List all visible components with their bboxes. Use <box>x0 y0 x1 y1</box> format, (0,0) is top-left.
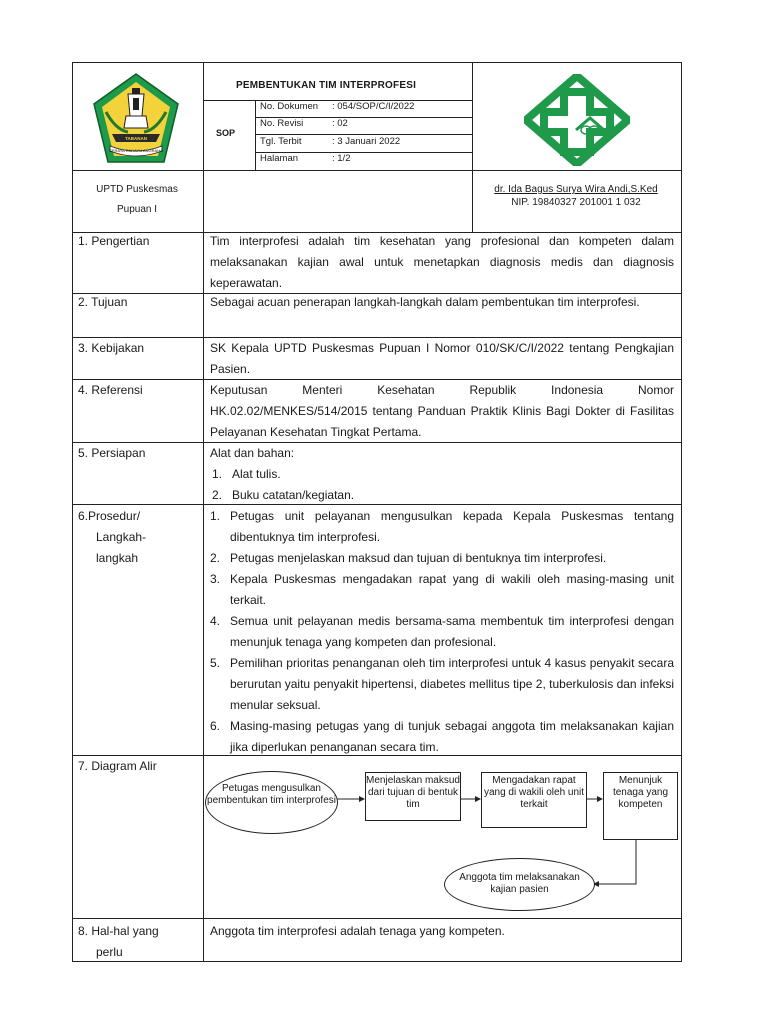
section-label-tujuan: 2. Tujuan <box>78 295 128 309</box>
flow-step-3: Menunjuk tenaga yang kompeten <box>603 772 678 840</box>
list-text: Semua unit pelayanan medis bersama-sama membentuk tim interprofesi dengan menunjuk tenaga yang kompeten dan profesional. <box>230 614 674 649</box>
list-number: 1. <box>210 509 221 523</box>
meta-value: : 3 Januari 2022 <box>332 136 401 147</box>
list-number: 4. <box>210 614 221 628</box>
signer-name: dr. Ida Bagus Surya Wira Andi,S.Ked <box>494 184 658 195</box>
label-line: 6.Prosedur/ <box>78 509 141 523</box>
meta-value: : 02 <box>332 118 348 129</box>
meta-value: : 1/2 <box>332 153 351 164</box>
section-label-hal <box>78 921 159 963</box>
flow-arrow <box>594 840 636 884</box>
list-text: Masing-masing petugas yang di tunjuk sebagai anggota tim melaksanakan kajian jika diperlukan penanganan secara tim. <box>230 719 674 754</box>
section-label-pengertian: 1. Pengertian <box>78 234 150 248</box>
list-text: Petugas menjelaskan maksud dan tujuan di bentuknya tim interprofesi. <box>230 551 607 565</box>
label-line: 8. Hal-hal yang <box>78 924 159 938</box>
list-number: 2. <box>210 551 221 565</box>
list-text: Buku catatan/kegiatan. <box>232 488 355 502</box>
meta-label: No. Revisi <box>260 118 304 129</box>
flow-start-node: Petugas mengusulkan pembentukan tim interprofesi <box>205 771 338 834</box>
list-number: 5. <box>210 656 221 670</box>
unit-line: Pupuan I <box>116 204 158 215</box>
section-label-diagram: 7. Diagram Alir <box>78 759 157 773</box>
persiapan-intro: Alat dan bahan: <box>210 446 295 460</box>
section-body-referensi: Keputusan Menteri Kesehatan Republik Indonesia Nomor HK.02.02/MENKES/514/2015 tentang Panduan Praktik Klinis Bagi Dokter di Fasilitas Pelayanan Kesehatan Tingkat Pertama. <box>210 383 674 439</box>
section-label-referensi: 4. Referensi <box>78 383 143 397</box>
section-label-kebijakan: 3. Kebijakan <box>78 341 145 355</box>
label-line: perlu <box>96 945 123 959</box>
flow-end-node: Anggota tim melaksanakan kajian pasien <box>444 858 595 911</box>
list-text: Kepala Puskesmas mengadakan rapat yang di wakili oleh masing-masing unit terkait. <box>230 572 674 607</box>
label-line: Langkah- <box>96 530 147 544</box>
document-title: PEMBENTUKAN TIM INTERPROFESI <box>236 80 417 91</box>
meta-value: : 054/SOP/C/I/2022 <box>332 101 415 112</box>
section-label-persiapan: 5. Persiapan <box>78 446 146 460</box>
section-body-tujuan: Sebagai acuan penerapan langkah-langkah dalam pembentukan tim interprofesi. <box>210 295 640 309</box>
section-body-hal: Anggota tim interprofesi adalah tenaga yang kompeten. <box>210 924 505 938</box>
section-body-pengertian: Tim interprofesi adalah tim kesehatan yang profesional dan kompeten dalam melaksanakan kajian awal untuk menetapkan diagnosis medis dan diagnosis keperawatan. <box>210 234 674 290</box>
meta-label: Halaman <box>260 153 299 164</box>
flow-step-2: Mengadakan rapat yang di wakili oleh unit terkait <box>481 772 587 828</box>
list-text: Petugas unit pelayanan mengusulkan kepada Kepala Puskesmas tentang dibentuknya tim interprofesi. <box>230 509 674 544</box>
list-text: Alat tulis. <box>232 467 281 481</box>
flow-step-1: Menjelaskan maksud dari tujuan di bentuk tim <box>365 772 461 821</box>
signer-nip: NIP. 19840327 201001 1 032 <box>511 197 641 208</box>
meta-label: Tgl. Terbit <box>260 136 302 147</box>
list-number: 1. <box>212 467 223 481</box>
list-number: 6. <box>210 719 221 733</box>
meta-label: No. Dokumen <box>260 101 319 112</box>
list-number: 3. <box>210 572 221 586</box>
logo-banner-text: SERAYA RAHAYU ANGRAHA <box>109 148 163 153</box>
unit-line: UPTD Puskesmas <box>96 184 178 195</box>
list-number: 2. <box>212 488 223 502</box>
label-line: langkah <box>96 551 139 565</box>
list-text: Pemilihan prioritas penanganan oleh tim interprofesi untuk 4 kasus penyakit secara berurutan yaitu penyakit hipertensi, diabetes mellitus tipe 2, tuberkulosis dan infeksi menular seksual. <box>230 656 674 712</box>
sop-label: SOP <box>216 128 236 138</box>
section-body-kebijakan: SK Kepala UPTD Puskesmas Pupuan I Nomor 010/SK/C/I/2022 tentang Pengkajian Pasien. <box>210 341 674 376</box>
logo-text: TABANAN <box>125 136 147 141</box>
